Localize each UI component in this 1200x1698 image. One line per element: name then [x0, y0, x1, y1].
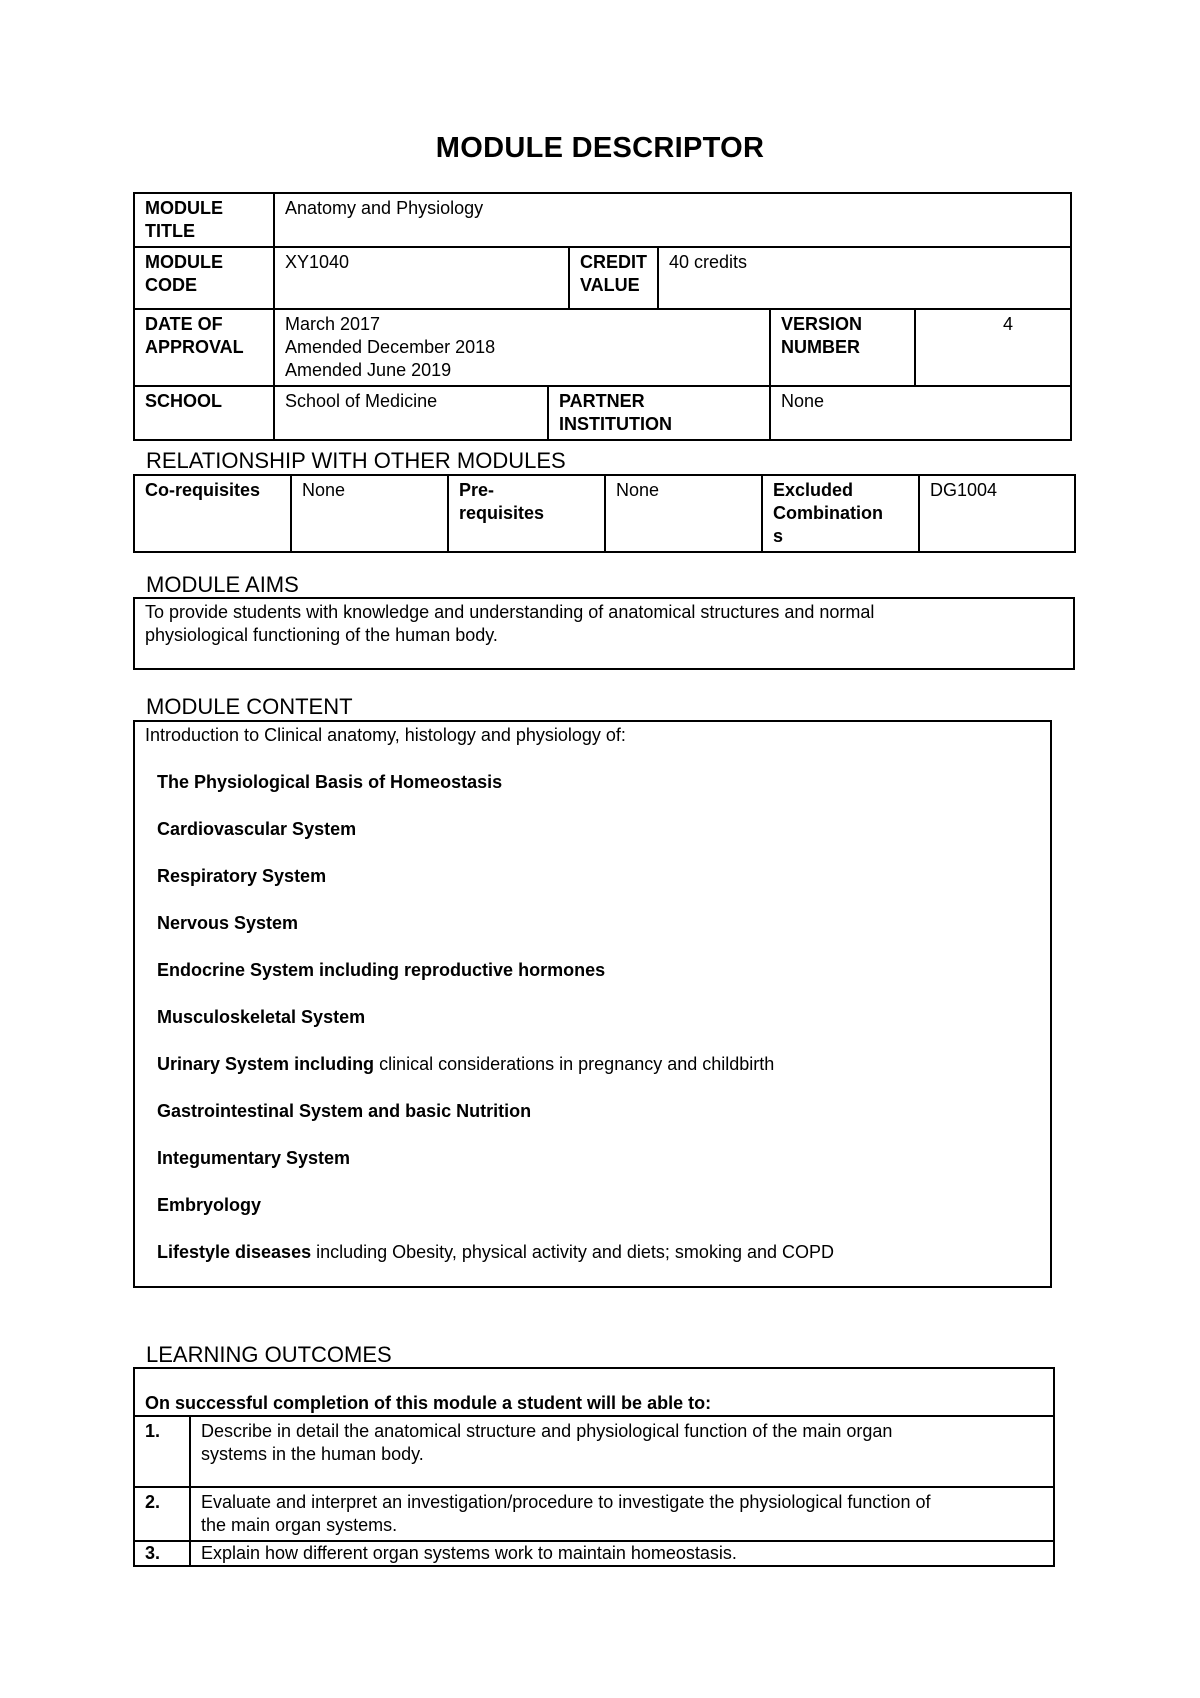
outcome-text	[190, 1487, 1054, 1541]
prerequisites-label-line: Pre-	[459, 480, 495, 500]
module-title-label: MODULE TITLE	[134, 193, 274, 247]
content-item-title: Endocrine System including reproductive hormones	[157, 960, 606, 980]
aims-line: physiological functioning of the human body.	[145, 625, 498, 645]
content-item	[157, 1006, 1050, 1029]
approval-line: Amended June 2019	[285, 360, 452, 380]
outcome-number: 1.	[134, 1416, 190, 1487]
content-item-title: Urinary System including	[157, 1054, 375, 1074]
version-number-value: 4	[915, 309, 1071, 386]
content-item	[157, 1241, 1050, 1264]
content-item-title: Lifestyle diseases	[157, 1242, 312, 1262]
content-item	[157, 912, 1050, 935]
approval-line: Amended December 2018	[285, 337, 496, 357]
module-content-heading: MODULE CONTENT	[146, 694, 353, 719]
prerequisites-value: None	[605, 475, 762, 552]
version-number-label: VERSION NUMBER	[770, 309, 915, 386]
relationship-heading: RELATIONSHIP WITH OTHER MODULES	[146, 448, 566, 473]
module-code-label: MODULE CODE	[134, 247, 274, 309]
outcomes-intro: On successful completion of this module a student will be able to:	[134, 1368, 1054, 1416]
credit-value-value: 40 credits	[658, 247, 1071, 309]
content-item-title: The Physiological Basis of Homeostasis	[157, 772, 503, 792]
learning-outcomes-heading: LEARNING OUTCOMES	[146, 1342, 392, 1367]
content-item-title: Embryology	[157, 1195, 262, 1215]
module-content-box	[133, 720, 1052, 1288]
module-aims-heading: MODULE AIMS	[146, 572, 299, 597]
outcome-line: Evaluate and interpret an investigation/procedure to investigate the physiological function of	[201, 1492, 931, 1512]
content-item	[157, 818, 1050, 841]
content-item-detail: clinical considerations in pregnancy and childbirth	[374, 1054, 775, 1074]
corequisites-value: None	[291, 475, 448, 552]
partner-institution-value: None	[770, 386, 1071, 440]
content-item	[157, 865, 1050, 888]
excluded-combinations-label	[762, 475, 919, 552]
excluded-label-line: s	[773, 526, 784, 546]
content-item-title: Nervous System	[157, 913, 299, 933]
approval-line: March 2017	[285, 314, 381, 334]
outcome-text	[190, 1416, 1054, 1487]
content-item	[157, 1100, 1050, 1123]
outcome-line: Explain how different organ systems work to maintain homeostasis.	[201, 1543, 737, 1563]
content-item-detail: including Obesity, physical activity and diets; smoking and COPD	[311, 1242, 834, 1262]
content-item-title: Integumentary System	[157, 1148, 351, 1168]
content-item-title: Cardiovascular System	[157, 819, 357, 839]
outcome-line: the main organ systems.	[201, 1515, 398, 1535]
prerequisites-label-line: requisites	[459, 503, 545, 523]
content-item-title: Musculoskeletal System	[157, 1007, 366, 1027]
relationship-table	[133, 474, 1076, 553]
content-item-title: Gastrointestinal System and basic Nutrition	[157, 1101, 532, 1121]
outcome-number: 2.	[134, 1487, 190, 1541]
corequisites-label: Co-requisites	[134, 475, 291, 552]
school-label: SCHOOL	[134, 386, 274, 440]
content-item	[157, 771, 1050, 794]
content-item-title: Respiratory System	[157, 866, 327, 886]
outcome-line: systems in the human body.	[201, 1444, 424, 1464]
content-item	[157, 1147, 1050, 1170]
module-aims-box	[133, 597, 1075, 670]
module-info-table	[133, 192, 1072, 441]
aims-line: To provide students with knowledge and understanding of anatomical structures and normal	[145, 602, 875, 622]
content-item	[157, 1194, 1050, 1217]
content-intro: Introduction to Clinical anatomy, histology and physiology of:	[145, 725, 626, 745]
module-code-value: XY1040	[274, 247, 569, 309]
outcome-number: 3.	[134, 1541, 190, 1566]
excluded-label-line: Combination	[773, 503, 883, 523]
excluded-label-line: Excluded	[773, 480, 854, 500]
date-of-approval-label: DATE OF APPROVAL	[134, 309, 274, 386]
content-item	[157, 959, 1050, 982]
credit-value-label: CREDIT VALUE	[569, 247, 658, 309]
content-item	[157, 1053, 1050, 1076]
learning-outcomes-table	[133, 1367, 1055, 1567]
excluded-combinations-value: DG1004	[919, 475, 1075, 552]
partner-institution-label: PARTNER INSTITUTION	[548, 386, 770, 440]
outcome-text	[190, 1541, 1054, 1566]
prerequisites-label	[448, 475, 605, 552]
module-title-value: Anatomy and Physiology	[274, 193, 1071, 247]
school-value: School of Medicine	[274, 386, 548, 440]
page-title: MODULE DESCRIPTOR	[435, 132, 765, 164]
outcome-line: Describe in detail the anatomical structure and physiological function of the main organ	[201, 1421, 893, 1441]
date-of-approval-value	[274, 309, 770, 386]
